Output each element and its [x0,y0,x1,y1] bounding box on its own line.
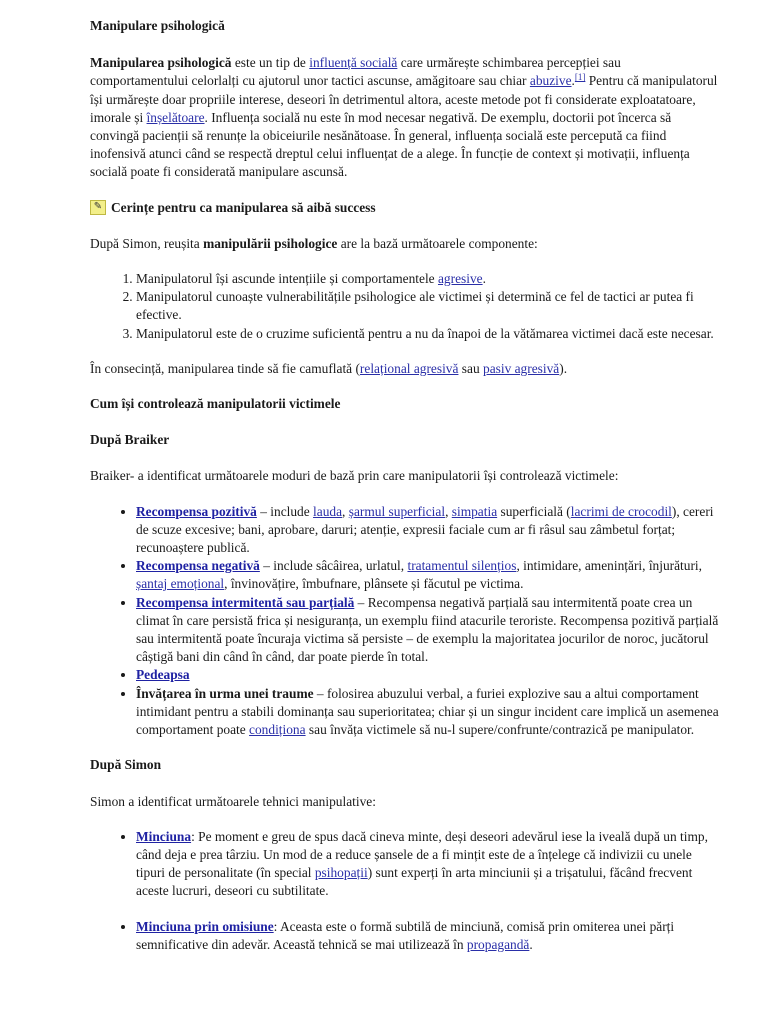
braiker-lead: Braiker- a identificat următoarele moduri de bază prin care manipulatorii își controlează victimele: [90,468,619,484]
list-item: • Recompensa negativă – include sâcâirea, urlatul, tratamentul silențios, intimidare, amenințări, înjurături, șantaj emoțional, învinovățire, îmbufnare, plânsete și făcutul pe victima. [136,557,720,593]
link-sarmul-superficial[interactable]: șarmul superficial [348,503,446,519]
link-pasiv-agresiva[interactable]: pasiv agresivă [483,360,560,376]
section-heading-cerinte [90,199,720,217]
link-agresive[interactable]: agresive [437,271,483,287]
reference-link-1[interactable]: [1] [574,72,586,83]
page-title: Manipulare psihologică [90,18,225,33]
link-influenta-sociala[interactable]: influență socială [309,55,398,71]
link-lauda[interactable]: lauda [313,503,343,519]
list-item: • Învățarea în urma unei traume – folosirea abuzului verbal, a furiei explozive sau a altui comportament intimidant pentru a stabili dominanța sau superioritatea; chiar și un singur incident care implică un asemenea comportament poate condiționa sau învăța victimele să nu-l supere/confrunte/contrazică pe manipulator. [136,685,720,740]
simon-list [90,828,720,954]
link-propaganda[interactable]: propagandă [466,936,530,952]
list-item: • Minciuna prin omisiune: Aceasta este o formă subtilă de minciună, comisă prin omiterea unei părți semnificative din adevăr. Această tehnică se mai utilizează în propagandă. [136,918,720,954]
link-conditiona[interactable]: condiționa [249,722,306,738]
subsection-title-braiker: După Braiker [90,432,170,448]
link-recompensa-pozitiva[interactable]: Recompensa pozitivă [136,503,257,519]
list-item: 2. Manipulatorul cunoaște vulnerabilitățile psihologice ale victimei și determină ce fel de tactici ar putea fi efective. [136,288,720,324]
braiker-list [90,503,720,740]
link-abuzive[interactable]: abuzive [529,73,572,89]
list-item: • Minciuna: Pe moment e greu de spus dacă cineva minte, deși deseori adevărul iese la iveală după un timp, când deja e prea târziu. Un mod de a reduce șansele de a fi mințit este de a înțelege că indivizii cu unele tipuri de personalitate (în special psihopații) sunt experți în arta minciunii și a trișatului, făcând frecvent aceste lucruri, deseori cu subtilitate. [136,828,720,901]
section-title: Cum își controlează manipulatorii victimele [90,396,341,412]
link-lacrimi-de-crocodil[interactable]: lacrimi de crocodil [570,503,672,519]
list-item: 1. Manipulatorul își ascunde intențiile și comportamentele agresive. [136,270,720,288]
link-minciuna[interactable]: Minciuna [136,828,192,844]
link-psihopatii[interactable]: psihopații [314,865,368,881]
list-item: • Recompensa pozitivă – include lauda, șarmul superficial, simpatia superficială (lacrimi de crocodil), cereri de scuze excesive; bani, aprobare, daruri; atenție, expresii faciale cum ar fi râsul sau zâmbetul forțat; recunoaștere publică. [136,503,720,558]
conclusion-paragraph: În consecință, manipularea tinde să fie camuflată (relațional agresivă sau pasiv agresivă). [90,360,568,376]
intro-term: Manipularea psihologică [90,55,232,71]
link-simpatia[interactable]: simpatia [451,503,498,519]
link-relational-agresiva[interactable]: relațional agresivă [359,360,459,376]
link-minciuna-prin-omisiune[interactable]: Minciuna prin omisiune [136,918,274,934]
edit-icon[interactable]: ✎ [90,200,106,215]
link-pedeapsa[interactable]: Pedeapsa [136,667,190,683]
simon-lead: Simon a identificat următoarele tehnici manipulative: [90,793,376,809]
section-title: Cerințe pentru ca manipularea să aibă success [111,199,376,215]
subsection-title-simon: După Simon [90,757,162,773]
requirements-list [90,270,720,343]
list-item: 3. Manipulatorul este de o cruzime suficientă pentru a nu da înapoi de la vătămarea victimei dacă este necesar. [136,325,720,343]
link-recompensa-intermitenta[interactable]: Recompensa intermitentă sau parțială [136,594,355,610]
intro-paragraph: Manipularea psihologică este un tip de influență socială care urmărește schimbarea percepției sau comportamentului celorlalți cu ajutorul unor tactici ascunse, amăgitoare sau chiar abuzive.[1] Pentru că manipulatorul își urmărește doar propriile interese, deseori în detrimentul altora, aceste metode pot fi considerate exploatatoare, imorale și înșelătoare. Influența socială nu este în mod necesar negativă. De exemplu, doctorii pot încerca să convingă pacienții să renunțe la obiceiurile nesănătoase. În general, influența socială este percepută ca fiind inofensivă atunci când se respectă dreptul celui influențat de a alege. În funcție de context și motivații, influența socială poate fi considerată manipulare ascunsă. [90,55,718,180]
list-item [136,666,720,684]
list-item: • Recompensa intermitentă sau parțială – Recompensa negativă parțială sau intermitentă poate crea un climat în care persistă frica și nesiguranța, un exemplu fiind atacurile teroriste. Recompensa pozitivă parțială sau intermitentă poate încuraja victima să persiste – de exemplu la majoritatea jocurilor de noroc, jucătorul câștigă bani din când în când, dar poate pierde în total. [136,594,720,667]
link-tratamentul-silentios[interactable]: tratamentul silențios [407,558,517,574]
link-inselatoare[interactable]: înșelătoare [146,109,205,125]
section1-lead: După Simon, reușita manipulării psihologice are la bază următoarele componente: [90,235,538,251]
link-santaj-emotional[interactable]: șantaj emoțional [136,576,225,592]
link-recompensa-negativa[interactable]: Recompensa negativă [136,558,260,574]
